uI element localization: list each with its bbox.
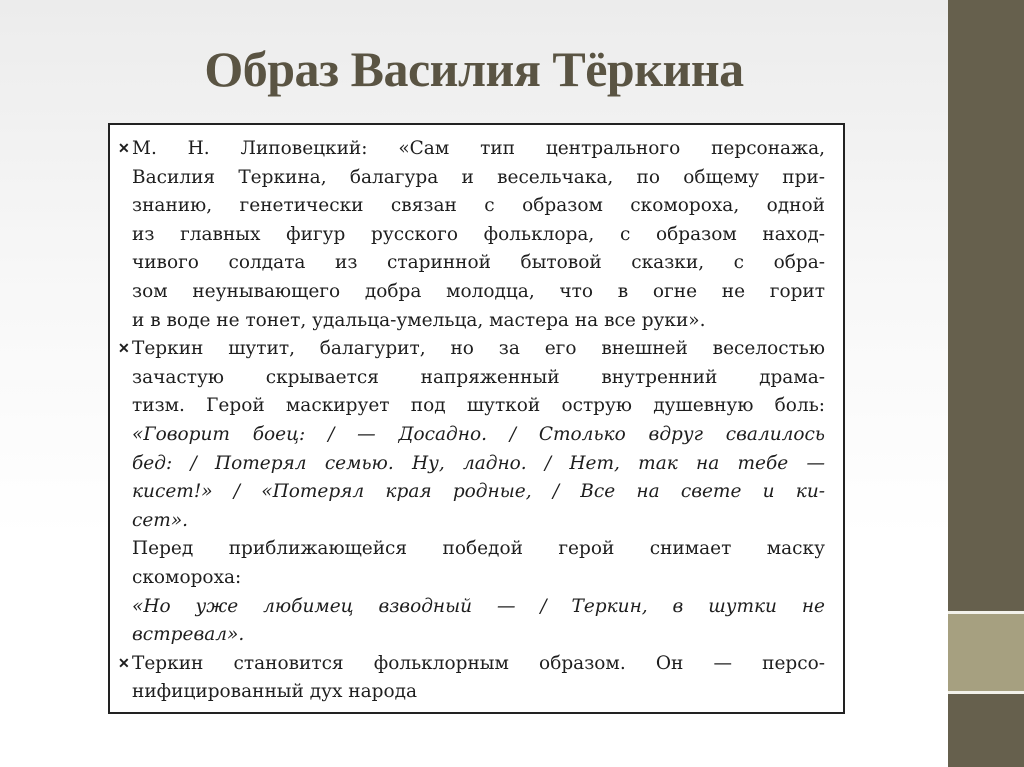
quote-line: встревал».	[132, 624, 245, 646]
quote-line: бед: / Потерял семью. Ну, ладно. / Нет, так на тебе —	[132, 452, 825, 474]
cross-mark-icon: ✕	[118, 341, 130, 358]
quote-line: сет».	[132, 509, 189, 531]
bullet-paragraph-1	[118, 135, 825, 335]
cross-mark-icon: ✕	[118, 141, 130, 157]
text-line: зом неунывающего добра молодца, что в огне не горит	[132, 280, 825, 302]
side-decoration-accent	[948, 614, 1024, 691]
cross-mark-icon: ✕	[118, 655, 130, 672]
text-line: Перед приближающейся победой герой снимает маску	[132, 538, 825, 560]
quote-line: «Говорит боец: / — Досадно. / Столько вдруг свалилось	[132, 423, 825, 445]
text-line: нифицированный дух народа	[132, 681, 418, 703]
side-decoration-divider	[948, 691, 1024, 694]
text-line: из главных фигур русского фольклора, с образом наход-	[132, 223, 825, 245]
quote-line: «Но уже любимец взводный — / Теркин, в шутки не	[132, 595, 825, 617]
text-line: зачастую скрывается напряженный внутренний драма-	[132, 366, 825, 388]
quote-text-box	[108, 123, 845, 714]
bullet-paragraph-2	[118, 335, 825, 650]
bullet-paragraph-3	[118, 650, 825, 707]
text-line: Василия Теркина, балагура и весельчака, по общему при-	[132, 166, 825, 188]
text-line: чивого солдата из старинной бытовой сказки, с обра-	[132, 252, 825, 274]
text-line: знанию, генетически связан с образом скомороха, одной	[132, 195, 825, 217]
text-line: тизм. Герой маскирует под шуткой острую душевную боль:	[132, 395, 825, 417]
slide-title: Образ Василия Тёркина	[204, 41, 744, 97]
quote-line: кисет!» / «Потерял края родные, / Все на свете и ки-	[132, 481, 825, 503]
text-line: и в воде не тонет, удальца-умельца, мастера на все руки».	[132, 309, 706, 331]
text-line: Теркин шутит, балагурит, но за его внешней веселостью	[132, 338, 825, 360]
text-line: скомороха:	[132, 566, 242, 588]
text-line: М. Н. Липовецкий: «Сам тип центрального персонажа,	[132, 138, 825, 159]
text-line: Теркин становится фольклорным образом. Он — персо-	[132, 652, 825, 674]
